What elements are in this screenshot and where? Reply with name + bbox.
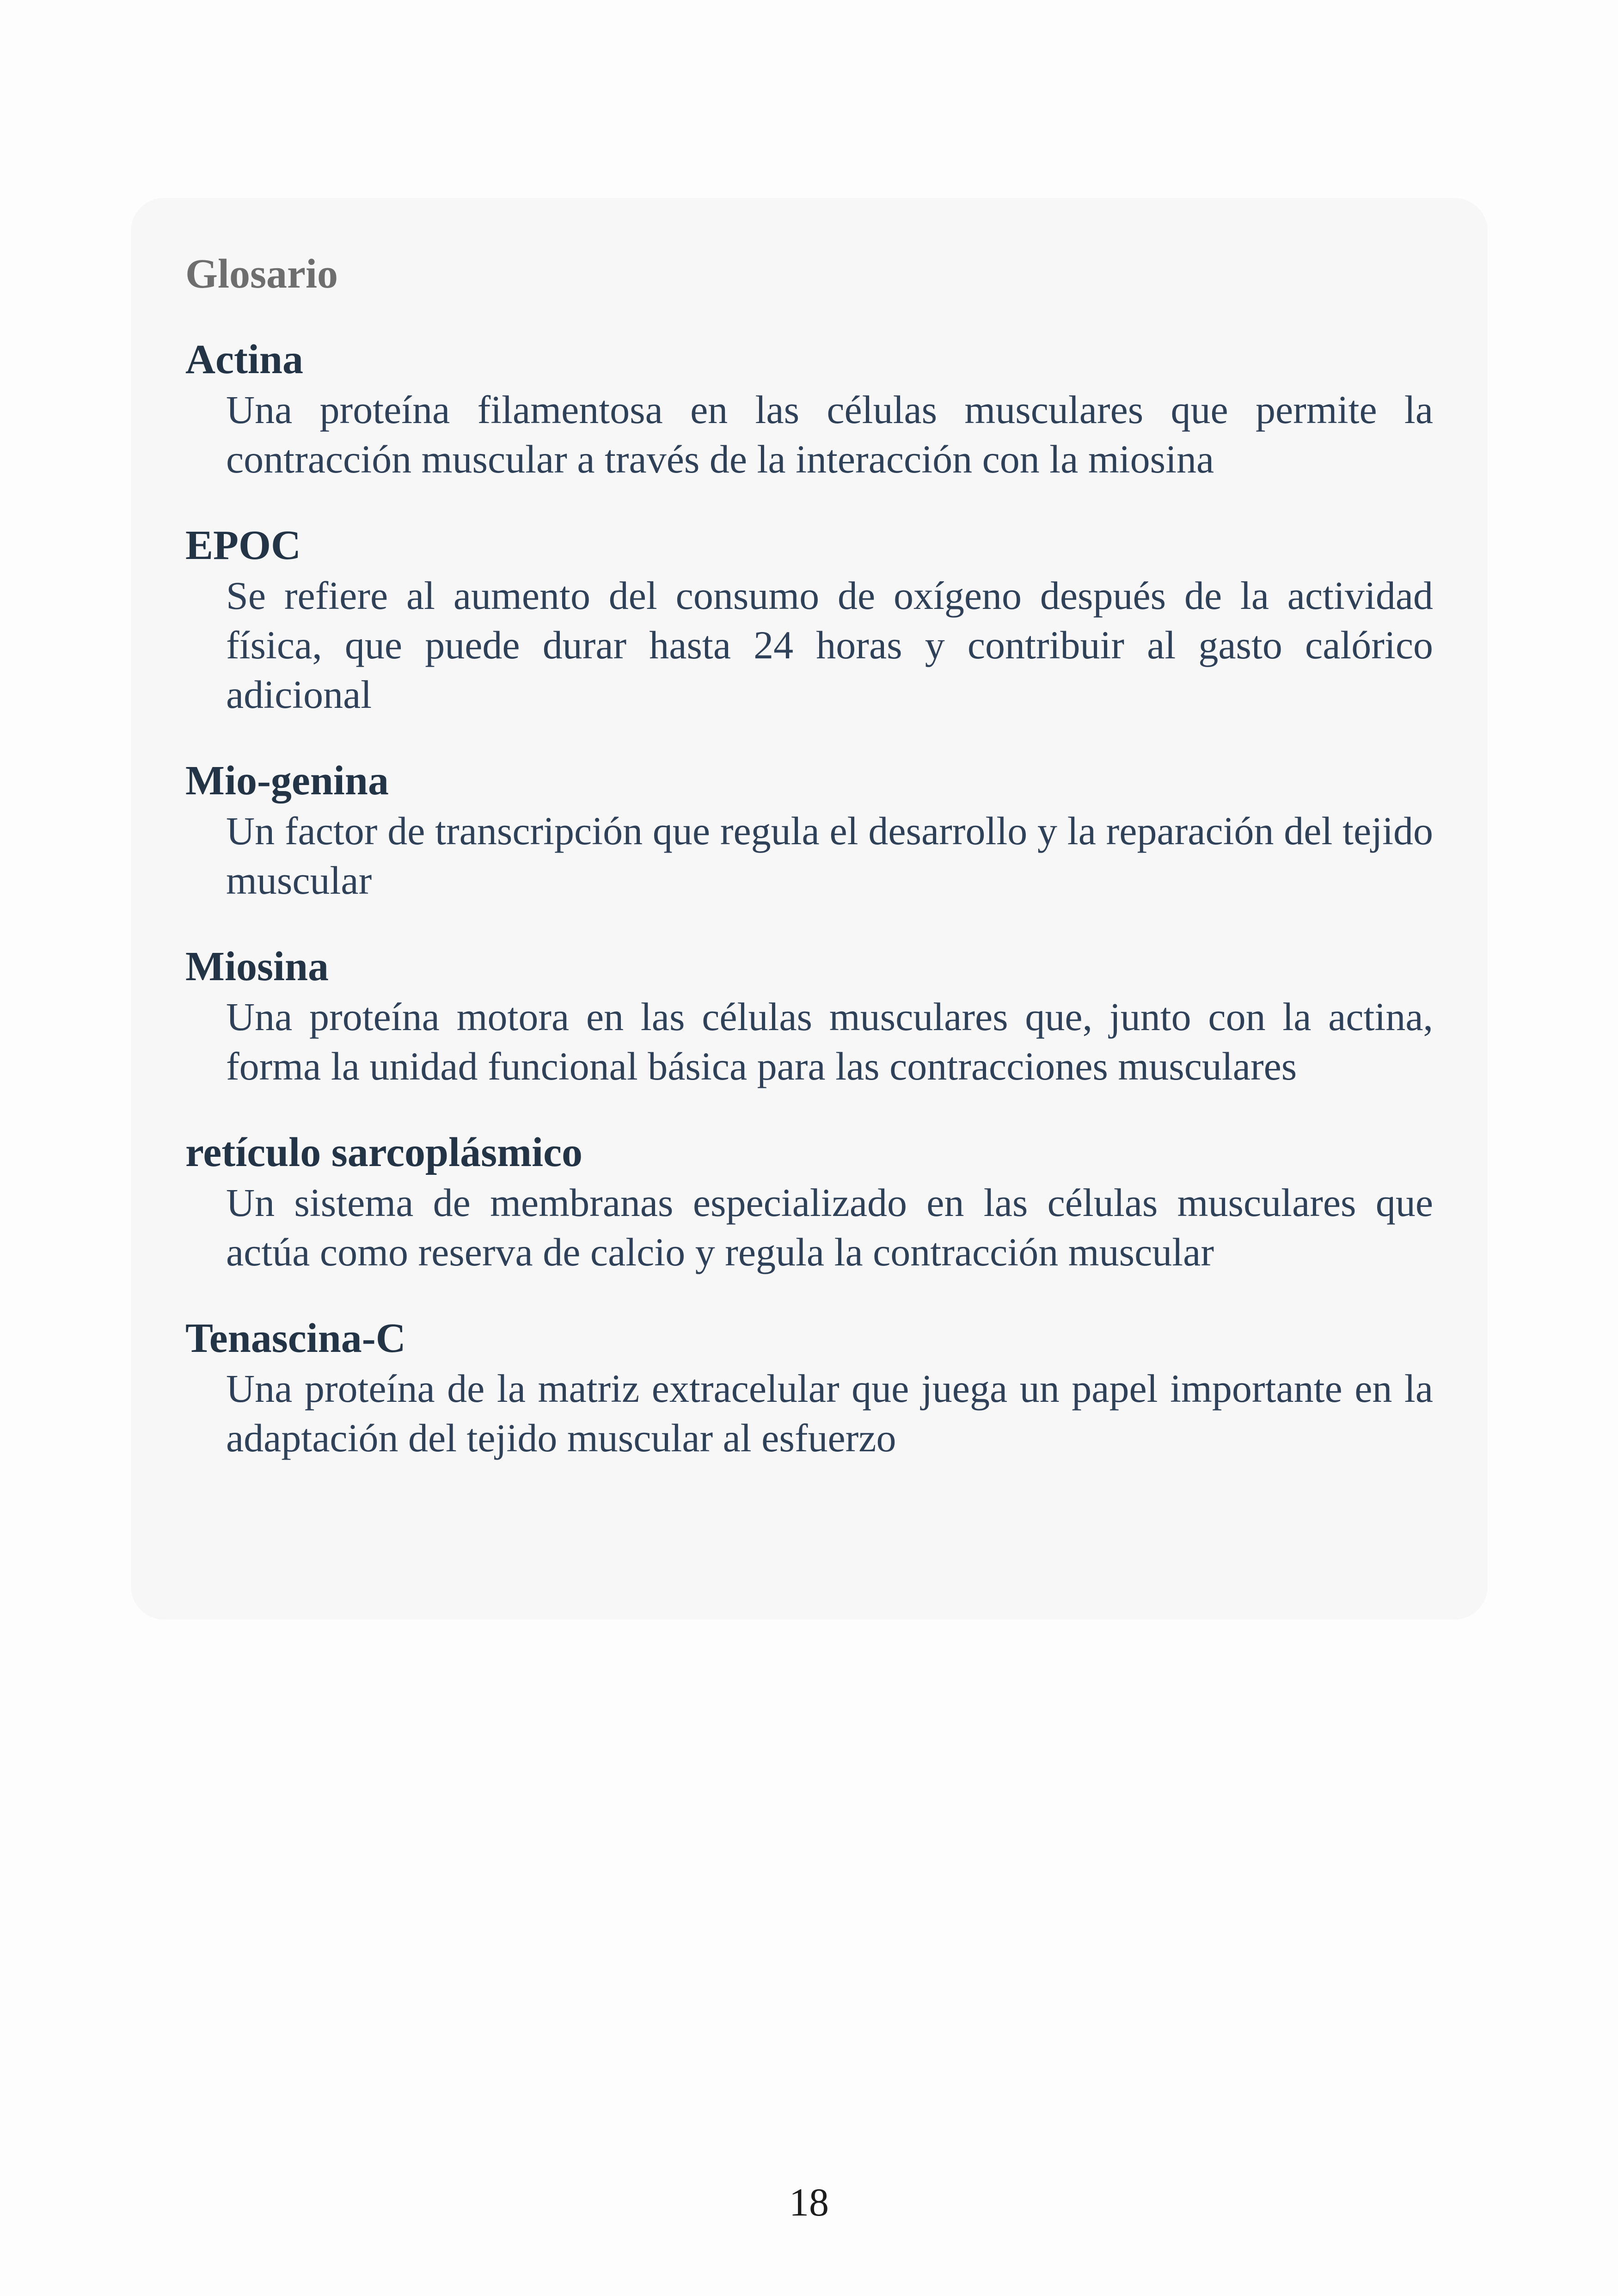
glossary-definition: Un factor de transcripción que regula el desarrollo y la reparación del tejido muscular	[226, 809, 1433, 902]
glossary-term: Miosina	[185, 944, 329, 989]
glossary-term: retículo sarcoplásmico	[185, 1130, 583, 1175]
glossary-term: Tenascina-C	[185, 1315, 406, 1361]
glossary-definition: Una proteína de la matriz extracelular que juega un papel importante en la adaptación del tejido muscular al esfuerzo	[226, 1366, 1433, 1460]
glossary-box	[131, 198, 1488, 1620]
glossary-entry-miosina	[185, 946, 1433, 1091]
glossary-definition: Una proteína motora en las células musculares que, junto con la actina, forma la unidad funcional básica para las contracciones musculares	[226, 995, 1433, 1088]
glossary-entry-tenascina-c	[185, 1315, 1433, 1463]
glossary-entry-reticulo-sarcoplasmico	[185, 1132, 1433, 1277]
glossary-definition: Un sistema de membranas especializado en las células musculares que actúa como reserva de calcio y regula la contracción muscular	[226, 1180, 1433, 1274]
glossary-term: Actina	[185, 337, 303, 382]
glossary-entry-epoc	[185, 522, 1433, 719]
page-number: 18	[789, 2180, 829, 2224]
glossary-definition: Se refiere al aumento del consumo de oxígeno después de la actividad física, que puede durar hasta 24 horas y contribuir al gasto calórico adicional	[226, 573, 1433, 717]
glossary-definition: Una proteína filamentosa en las células musculares que permite la contracción muscular a través de la interacción con la miosina	[226, 387, 1433, 481]
glossary-entry-actina	[185, 339, 1433, 484]
glossary-entry-mio-genina	[185, 760, 1433, 905]
glossary-term: Mio-genina	[185, 758, 389, 804]
glossary-term: EPOC	[185, 522, 301, 568]
glossary-title: Glosario	[185, 251, 338, 297]
